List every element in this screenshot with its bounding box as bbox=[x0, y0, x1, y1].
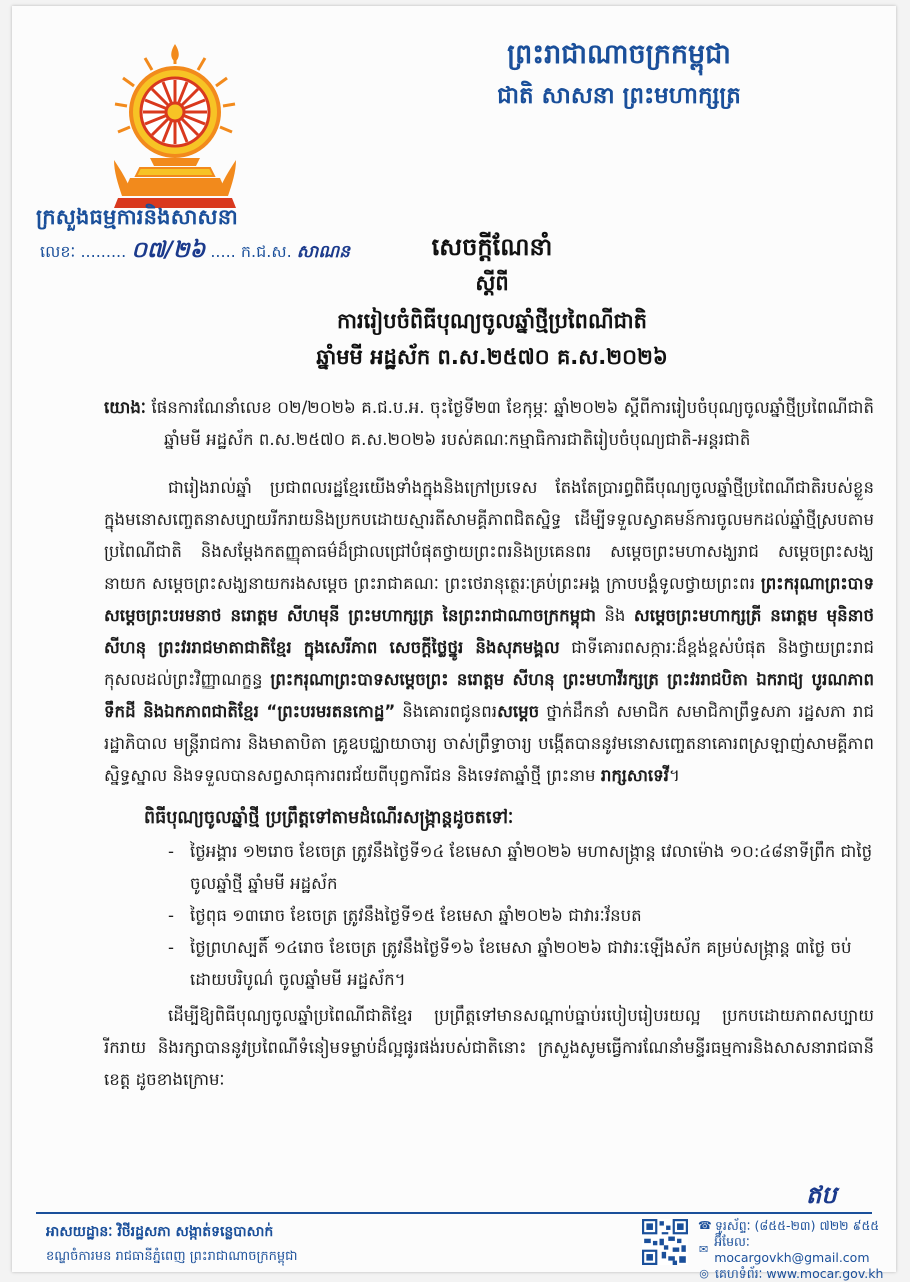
new-year-angel-name: រាក្សសាទេវី bbox=[600, 766, 669, 785]
ceremony-dates-list bbox=[104, 836, 874, 996]
ministry-name: ក្រសួងធម្មការនិងសាសនា bbox=[36, 205, 238, 229]
email-icon: ✉ bbox=[698, 1243, 709, 1256]
contact-email[interactable]: ✉ អ៊ីមែលៈ mocargovkh@gmail.com bbox=[698, 1234, 870, 1265]
reference-number: លេខៈ ......... ០៧/២៦ ..... ក.ជ.ស. សាណន bbox=[40, 238, 350, 263]
title-about: ស្ដីពី bbox=[475, 271, 509, 295]
subject-reference bbox=[104, 392, 874, 456]
para-text: និងគោរពជូនពរ bbox=[402, 702, 498, 721]
list-item: - ថ្ងៃអង្គារ ១២រោច ខែចេត្រ ត្រូវនឹងថ្ងៃទី១៤ ខែមេសា ឆ្នាំ២០២៦ មហាសង្ក្រាន្ត វេលាម៉ោង ១០:៤៨នាទីព្រឹក ជាថ្ងៃចូលឆ្នាំថ្មី ឆ្នាំមមី អដ្ឋស័ក bbox=[168, 836, 874, 900]
contact-website[interactable]: ◎ គេហទំព័រៈ www.mocar.gov.kh bbox=[699, 1266, 884, 1281]
para-end: ។ bbox=[668, 766, 680, 785]
king-title: ព្រះករុណាព្រះបាទសម្ដេចព្រះបរមនាថ នរោត្តម សីហមុនី ព្រះមហាក្សត្រ នៃព្រះរាជាណាចក្រកម្ពុជា bbox=[104, 574, 875, 625]
signature-initials: ឥប bbox=[806, 1181, 837, 1209]
king-father-title: ព្រះករុណាព្រះបាទសម្ដេចព្រះ នរោត្តម សីហនុ ព្រះមហាវីរក្សត្រ ព្រះវររាជបិតា ឯករាជ្យ បូរណភាពទឹកដី និងឯកភាពជាតិខ្មែរ “ព្រះបរមរតនកោដ្ឋ” bbox=[104, 670, 874, 721]
contact-phone: ☎ ទូរស័ព្ទៈ (៨៥៥-២៣) ៧២២ ៩៥៥ bbox=[698, 1218, 880, 1233]
footer-address-line2: ខណ្ឌចំការមន រាជធានីភ្នំពេញ ព្រះរាជាណាចក្រកម្ពុជា bbox=[46, 1249, 298, 1264]
ref-number-handwritten: ០៧/២៦ bbox=[131, 238, 206, 263]
document-page bbox=[12, 6, 896, 1281]
main-paragraph bbox=[104, 472, 874, 792]
document-type: សេចក្ដីណែនាំ bbox=[431, 233, 553, 261]
para-text: ជារៀងរាល់ឆ្នាំ ប្រជាពលរដ្ឋខ្មែរយើងទាំងក្នុងនិងក្រៅប្រទេស តែងតែប្រារព្ធពិធីបុណ្យចូលឆ្នាំថ្មីប្រពៃណីជាតិរបស់ខ្លួន ក្នុងមនោសញ្ចេតនាសប្បាយរីករាយនិងប្រកបដោយស្មារតីសាមគ្គីភាពជិតស្និទ្ធ ដើម្បីទទួលស្វាគមន៍ការចូលមកដល់ឆ្នាំថ្មីស្របតាមប្រពៃណីជាតិ និងសម្ដែងកតញ្ញុតាធម៌ដ៏ជ្រាលជ្រៅបំផុតថ្វាយព្រះពរនិងប្រគេនពរ សម្ដេចព្រះមហាសង្ឃរាជ សម្ដេចព្រះសង្ឃនាយក សម្ដេចព្រះសង្ឃនាយករងសម្ដេច ព្រះរាជាគណៈ ព្រះថេរានុត្ថេរៈគ្រប់ព្រះអង្គ ក្រាបបង្គំទូលថ្វាយព្រះពរ bbox=[104, 478, 874, 593]
globe-icon: ◎ bbox=[699, 1267, 709, 1280]
phone-icon: ☎ bbox=[698, 1219, 712, 1232]
list-item: - ថ្ងៃព្រហស្បតិ៍ ១៤រោច ខែចេត្រ ត្រូវនឹងថ្ងៃទី១៦ ខែមេសា ឆ្នាំ២០២៦ ជាវារៈឡើងស័ក គម្រប់សង្ក្រាន្ត ៣ថ្ងៃ ចប់ដោយបរិបូណ៌ ចូលឆ្នាំមមី អដ្ឋស័ក។ bbox=[168, 932, 874, 996]
footer-address-line1: អាសយដ្ឋានៈ វិថីរដ្ឋសភា សង្កាត់ទន្លេបាសាក់ bbox=[46, 1224, 274, 1240]
subject-text: ផែនការណែនាំលេខ ០២/២០២៦ គ.ជ.ប.អ. ចុះថ្ងៃទី២៣ ខែកុម្ភៈ ឆ្នាំ២០២៦ ស្ដីពីការរៀបចំបុណ្យចូលឆ្នាំថ្មីប្រពៃណីជាតិ ឆ្នាំមមី អដ្ឋស័ក ព.ស.២៥៧០ គ.ស.២០២៦ របស់គណៈកម្មាធិការជាតិរៀបចំបុណ្យជាតិ-អន្តរជាតិ bbox=[151, 398, 875, 449]
queen-mother-title: សម្ដេចព្រះមហាក្សត្រី នរោត្តម មុនិនាថ សីហនុ ព្រះវររាជមាតាជាតិខ្មែរ ក្នុងសេរីភាព សេចក្ដីថ្លៃថ្នូរ និងសុភមង្គល bbox=[104, 606, 875, 657]
ref-suffix: ក.ជ.ស. bbox=[240, 242, 292, 261]
para-text: ថ្នាក់ដឹកនាំ សមាជិក សមាជិកាព្រឹទ្ធសភា រដ្ឋសភា រាជរដ្ឋាភិបាល មន្ត្រីរាជការ និងមាតាបិតា គ្រូឧបជ្ឈាយាចារ្យ ចាស់ព្រឹទ្ធាចារ្យ បង្កើតបាននូវមនោសញ្ចេតនាគោរពស្រឡាញ់សាមគ្គីភាពស្និទ្ធស្នាល និងទទួលបានសព្វសាធុការពរជ័យពីបុព្វការីជន និងទេវតាឆ្នាំថ្មី ព្រះនាម bbox=[104, 702, 874, 785]
samdech-text: សម្ដេច bbox=[497, 702, 540, 721]
subject-label: យោងៈ bbox=[104, 398, 146, 417]
document-body bbox=[104, 392, 874, 1096]
ref-stamp: សាណន bbox=[296, 242, 350, 262]
ref-label: លេខៈ bbox=[40, 242, 76, 261]
kingdom-motto: ជាតិ សាសនា ព្រះមហាក្សត្រ bbox=[497, 83, 741, 109]
list-item: - ថ្ងៃពុធ ១៣រោច ខែចេត្រ ត្រូវនឹងថ្ងៃទី១៥ ខែមេសា ឆ្នាំ២០២៦ ជាវារៈវ័នបត bbox=[168, 900, 874, 932]
ceremony-heading: ពិធីបុណ្យចូលឆ្នាំថ្មី ប្រព្រឹត្តទៅតាមដំណើរសង្ក្រាន្តដូចតទៅៈ bbox=[144, 808, 514, 828]
kingdom-title: ព្រះរាជាណាចក្រកម្ពុជា bbox=[507, 39, 731, 70]
closing-paragraph: ដើម្បីឱ្យពិធីបុណ្យចូលឆ្នាំប្រពៃណីជាតិខ្មែរ ប្រព្រឹត្តទៅមានសណ្ដាប់ធ្នាប់របៀបរៀបរយល្អ ប្រកបដោយភាពសប្បាយរីករាយ និងរក្សាបាននូវប្រពៃណីទំនៀមទម្លាប់ដ៏ល្អផូរផង់របស់ជាតិនោះ ក្រសួងសូមធ្វើការណែនាំមន្ទីរធម្មការនិងសាសនារាជធានី ខេត្ត ដូចខាងក្រោមៈ bbox=[104, 1006, 874, 1089]
footer-contact bbox=[698, 1218, 896, 1282]
footer-divider bbox=[36, 1212, 872, 1214]
qr-code-icon[interactable] bbox=[642, 1219, 688, 1265]
document-title: ការរៀបចំពិធីបុណ្យចូលឆ្នាំថ្មីប្រពៃណីជាតិ bbox=[337, 309, 647, 333]
para-text: និង bbox=[604, 606, 626, 625]
para-text: ជាទីគោរពសក្ការៈដ៏ខ្ពង់ខ្ពស់បំផុត និងថ្វាយព្រះរាជកុសលដល់ព្រះវិញ្ញាណក្ខន្ធ bbox=[104, 638, 875, 689]
document-year: ឆ្នាំមមី អដ្ឋស័ក ព.ស.២៥៧០ គ.ស.២០២៦ bbox=[316, 345, 668, 369]
